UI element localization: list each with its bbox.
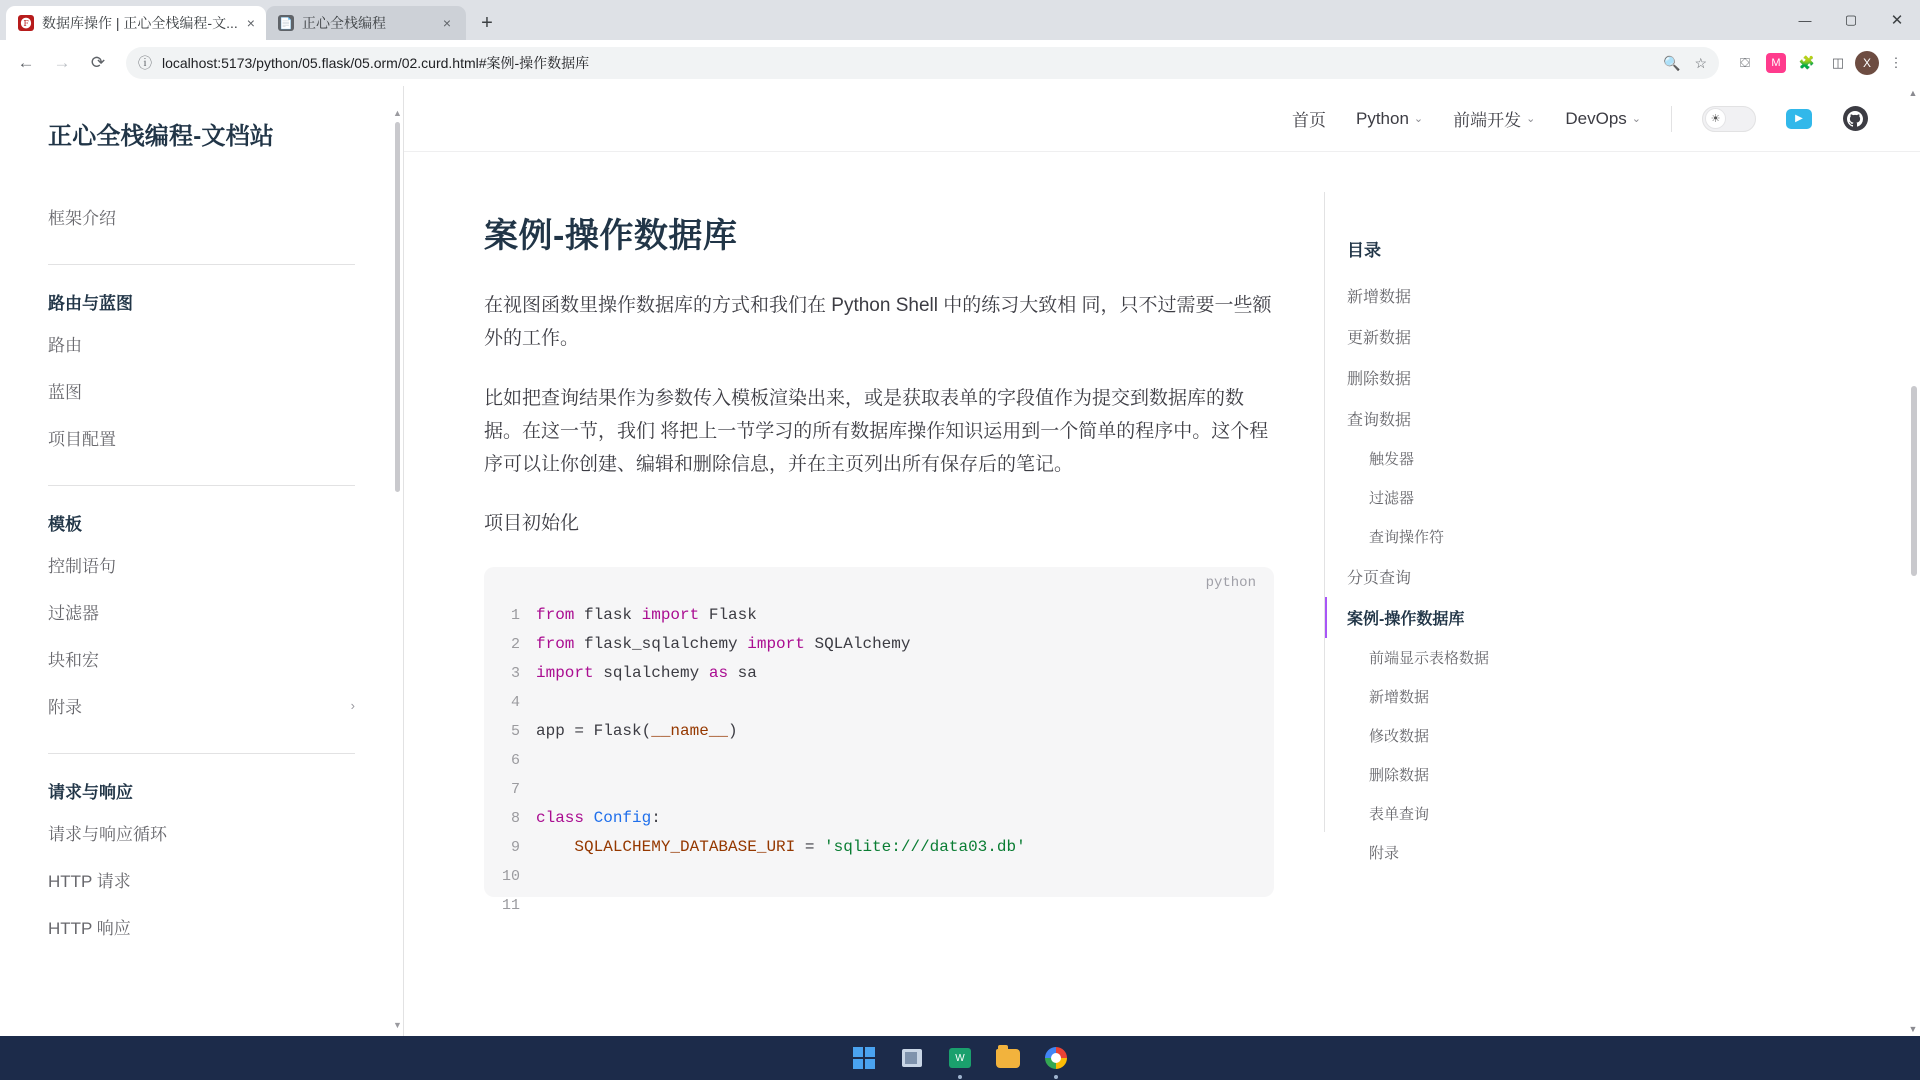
toc-item[interactable]: 前端显示表格数据 bbox=[1369, 650, 1490, 667]
task-view-icon bbox=[902, 1049, 922, 1067]
sidebar-item-label: 附录 bbox=[48, 698, 82, 717]
toc-items bbox=[1347, 275, 1654, 872]
top-navbar bbox=[404, 86, 1920, 152]
code-block[interactable] bbox=[484, 567, 1274, 914]
chevron-down-icon: ⌄ bbox=[1413, 113, 1424, 125]
browser-tab-active[interactable] bbox=[6, 6, 266, 40]
sidebar-item-label: 项目配置 bbox=[48, 430, 116, 449]
nav-item-label: DevOps bbox=[1565, 108, 1627, 128]
toc-item[interactable]: 表单查询 bbox=[1369, 806, 1430, 823]
sidebar-item-label: HTTP 响应 bbox=[48, 919, 131, 938]
code-line-number: 9 bbox=[510, 838, 520, 856]
new-tab-button[interactable]: + bbox=[481, 11, 493, 34]
wechat-app[interactable] bbox=[945, 1043, 975, 1073]
article bbox=[404, 152, 1324, 914]
nav-item-python[interactable] bbox=[1356, 109, 1423, 129]
sidebar-item-label: 过滤器 bbox=[48, 604, 99, 623]
sidebar-item-route[interactable] bbox=[48, 320, 355, 367]
reload-button[interactable]: ⟳ bbox=[90, 53, 106, 72]
toc-item[interactable]: 过滤器 bbox=[1369, 490, 1415, 507]
browser-menu-icon[interactable]: ⋮ bbox=[1889, 55, 1903, 70]
sidebar-item-blueprint[interactable] bbox=[48, 367, 355, 414]
code-line-text: app = Flask(__name__) bbox=[536, 721, 738, 740]
star-icon[interactable]: ☆ bbox=[1694, 54, 1707, 71]
sidebar-item-project-config[interactable] bbox=[48, 414, 355, 461]
toc-item[interactable]: 触发器 bbox=[1369, 451, 1415, 468]
sidebar-item-http-request[interactable] bbox=[48, 856, 355, 903]
toc-item[interactable]: 修改数据 bbox=[1369, 728, 1430, 745]
chevron-down-icon: ⌄ bbox=[1526, 113, 1536, 125]
toc-item[interactable]: 删除数据 bbox=[1347, 371, 1412, 388]
bilibili-icon: ▶ bbox=[1786, 109, 1812, 129]
divider bbox=[1671, 106, 1672, 132]
sidebar-item-framework-intro[interactable] bbox=[48, 193, 355, 240]
docs-main bbox=[404, 86, 1920, 1036]
chrome-app[interactable] bbox=[1041, 1043, 1071, 1073]
toc-item[interactable]: 附录 bbox=[1369, 845, 1400, 862]
running-indicator bbox=[958, 1075, 962, 1079]
nav-item-frontend[interactable] bbox=[1453, 106, 1535, 131]
scroll-down-icon[interactable]: ▼ bbox=[393, 1020, 402, 1030]
paragraph-3: 项目初始化 bbox=[484, 513, 580, 535]
table-of-contents bbox=[1324, 192, 1654, 862]
code-line-text bbox=[536, 775, 546, 804]
tab-strip bbox=[0, 0, 1920, 40]
running-indicator bbox=[1054, 1075, 1058, 1079]
code-line bbox=[484, 862, 1274, 891]
nav-item-devops[interactable] bbox=[1565, 109, 1641, 129]
code-line-text bbox=[536, 862, 546, 891]
windows-logo-icon bbox=[853, 1047, 875, 1069]
nav-item-label: 首页 bbox=[1291, 111, 1326, 130]
paragraph-1: 在视图函数里操作数据库的方式和我们在 Python Shell 中的练习大致相 同，只不过需要一些额外的工作。 bbox=[484, 295, 1272, 350]
code-line bbox=[484, 601, 1274, 630]
sidebar-group-template: 模板 bbox=[48, 515, 82, 534]
code-line-text: from flask import Flask bbox=[536, 605, 757, 624]
sidebar-group-routes: 路由与蓝图 bbox=[48, 294, 133, 313]
scroll-up-icon[interactable]: ▲ bbox=[1908, 88, 1918, 98]
toc-item[interactable]: 查询操作符 bbox=[1369, 529, 1445, 546]
paragraph-2: 比如把查询结果作为参数传入模板渲染出来，或是获取表单的字段值作为提交到数据库的数据。在这一节，我们 将把上一节学习的所有数据库操作知识运用到一个简单的程序中。这个程序可以让你创建、编辑和删除信息，并在主页列出所有保存后的笔记。 bbox=[484, 387, 1269, 475]
windows-taskbar bbox=[0, 1036, 1920, 1080]
divider bbox=[48, 753, 355, 754]
pink-extension-icon[interactable]: M bbox=[1762, 49, 1790, 77]
toc-item[interactable]: 新增数据 bbox=[1347, 289, 1412, 306]
sidebar-item-label: 请求与响应循环 bbox=[48, 825, 167, 844]
nav-item-label: 前端开发 bbox=[1453, 111, 1522, 130]
sidebar-item-label: 控制语句 bbox=[48, 557, 116, 576]
sidebar-scrollbar-thumb[interactable] bbox=[395, 122, 400, 492]
code-line bbox=[484, 804, 1274, 833]
nav-item-label: Python bbox=[1355, 108, 1409, 128]
page-scrollbar-thumb[interactable] bbox=[1911, 386, 1917, 576]
code-line-text: class Config: bbox=[536, 808, 661, 827]
minimize-button[interactable]: — bbox=[1798, 12, 1812, 28]
github-link[interactable] bbox=[1842, 106, 1868, 132]
sidebar-item-label: 框架介绍 bbox=[48, 209, 116, 228]
site-brand[interactable]: 正心全栈编程-文档站 bbox=[48, 123, 274, 150]
toc-item[interactable]: 删除数据 bbox=[1369, 767, 1430, 784]
file-explorer-app[interactable] bbox=[993, 1043, 1023, 1073]
code-line bbox=[484, 717, 1274, 746]
github-icon bbox=[1843, 106, 1868, 131]
info-circle-icon[interactable]: ⓘ bbox=[138, 55, 152, 71]
code-line-text: from flask_sqlalchemy import SQLAlchemy bbox=[536, 634, 911, 653]
address-bar-url: localhost:5173/python/05.flask/05.orm/02.curd.html#案例-操作数据库 bbox=[162, 55, 590, 71]
wechat-icon: W bbox=[949, 1048, 971, 1068]
toc-item[interactable]: 查询数据 bbox=[1347, 412, 1412, 429]
tab-title: 数据库操作 | 正心全栈编程-文... bbox=[42, 15, 238, 31]
scroll-up-icon[interactable]: ▲ bbox=[393, 108, 402, 118]
toc-item[interactable]: 更新数据 bbox=[1347, 330, 1412, 347]
avatar[interactable]: X bbox=[1855, 51, 1879, 75]
code-line bbox=[484, 833, 1274, 862]
forward-button[interactable]: → bbox=[53, 53, 71, 72]
sidebar-item-appendix[interactable] bbox=[48, 682, 355, 729]
sidebar-item-http-response[interactable] bbox=[48, 903, 355, 950]
theme-toggle[interactable] bbox=[1702, 106, 1756, 132]
sidebar-nav bbox=[0, 193, 403, 950]
tab-title: 正心全栈编程 bbox=[302, 15, 386, 31]
code-line-text bbox=[536, 746, 546, 775]
close-icon[interactable]: × bbox=[246, 15, 255, 31]
sidebar-item-request-response-cycle[interactable] bbox=[48, 809, 355, 856]
flask-favicon-icon: 🅕 bbox=[18, 15, 34, 31]
puzzle-icon[interactable]: 🧩 bbox=[1798, 55, 1816, 70]
window-controls bbox=[1782, 0, 1920, 40]
search-icon[interactable]: 🔍 bbox=[1663, 54, 1681, 71]
code-line bbox=[484, 630, 1274, 659]
sidebar-item-control-statements[interactable] bbox=[48, 541, 355, 588]
code-line-number: 8 bbox=[510, 809, 520, 827]
maximize-button[interactable]: ▢ bbox=[1844, 12, 1858, 27]
divider bbox=[48, 485, 355, 486]
scroll-down-icon[interactable]: ▼ bbox=[1908, 1024, 1918, 1034]
toc-item[interactable]: 新增数据 bbox=[1369, 689, 1430, 706]
sidebar-item-blocks-macros[interactable] bbox=[48, 635, 355, 682]
nav-item-home[interactable] bbox=[1292, 106, 1326, 131]
toc-item[interactable]: 案例-操作数据库 bbox=[1325, 597, 1654, 638]
code-lines bbox=[484, 601, 1274, 920]
code-line-text bbox=[536, 891, 546, 920]
address-bar[interactable] bbox=[126, 47, 1719, 79]
code-line-number: 11 bbox=[501, 896, 520, 914]
sun-icon: ☀ bbox=[1705, 108, 1726, 129]
code-line bbox=[484, 746, 1274, 775]
code-line-number: 3 bbox=[510, 664, 520, 682]
split-screen-icon[interactable]: ◫ bbox=[1831, 55, 1845, 70]
toolbar-right bbox=[1731, 49, 1910, 77]
browser-tab-inactive[interactable] bbox=[266, 6, 466, 40]
folder-icon bbox=[996, 1049, 1020, 1068]
code-line bbox=[484, 891, 1274, 920]
sidebar-item-label: 蓝图 bbox=[48, 383, 82, 402]
code-line-number: 5 bbox=[510, 722, 520, 740]
code-line-number: 6 bbox=[510, 751, 520, 769]
code-line-text bbox=[536, 688, 546, 717]
divider bbox=[48, 264, 355, 265]
page-viewport bbox=[0, 86, 1920, 1036]
code-line-number: 2 bbox=[510, 635, 520, 653]
content-row bbox=[404, 152, 1920, 914]
toc-title: 目录 bbox=[1347, 241, 1381, 260]
sidebar-item-filters[interactable] bbox=[48, 588, 355, 635]
sidebar-item-label: HTTP 请求 bbox=[48, 872, 131, 891]
sidebar-group-request-response: 请求与响应 bbox=[48, 783, 133, 802]
start-button[interactable] bbox=[849, 1043, 879, 1073]
translate-icon[interactable]: ⛋ bbox=[1740, 55, 1750, 70]
toc-item[interactable]: 分页查询 bbox=[1347, 570, 1412, 587]
code-language-label: python bbox=[1205, 574, 1256, 591]
close-window-button[interactable]: ✕ bbox=[1890, 12, 1904, 29]
close-icon[interactable]: × bbox=[442, 15, 452, 31]
browser-toolbar bbox=[0, 40, 1920, 86]
code-line-text: import sqlalchemy as sa bbox=[536, 663, 757, 682]
code-line-number: 4 bbox=[510, 693, 520, 711]
chevron-down-icon: ⌄ bbox=[1631, 113, 1641, 125]
code-line bbox=[484, 688, 1274, 717]
code-line bbox=[484, 775, 1274, 804]
chrome-icon bbox=[1045, 1047, 1067, 1069]
doc-favicon-icon: 📄 bbox=[278, 15, 294, 31]
code-line-number: 7 bbox=[510, 780, 520, 798]
page-title: 案例-操作数据库 bbox=[484, 217, 738, 255]
sidebar-item-label: 路由 bbox=[48, 336, 82, 355]
sidebar-item-label: 块和宏 bbox=[48, 651, 99, 670]
code-line-number: 10 bbox=[501, 867, 520, 885]
code-line bbox=[484, 659, 1274, 688]
bilibili-link[interactable] bbox=[1786, 106, 1812, 132]
chevron-right-icon[interactable]: › bbox=[350, 698, 355, 713]
task-view-button[interactable] bbox=[897, 1043, 927, 1073]
docs-sidebar bbox=[0, 86, 404, 1036]
back-button[interactable]: ← bbox=[17, 53, 35, 72]
code-line-number: 1 bbox=[510, 606, 520, 624]
code-line-text: SQLALCHEMY_DATABASE_URI = 'sqlite:///data03.db' bbox=[536, 837, 1026, 856]
